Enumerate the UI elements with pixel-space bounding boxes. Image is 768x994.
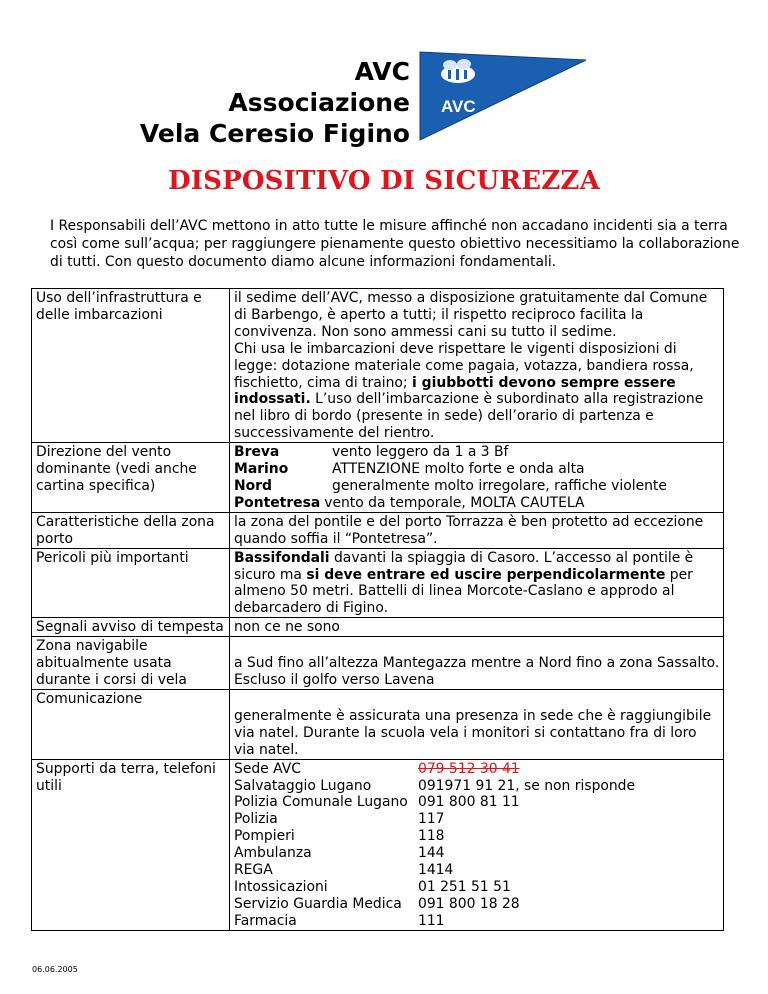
- wind-name: Pontetresa: [234, 494, 321, 511]
- phone-entry: [234, 896, 720, 913]
- phone-number: 118: [418, 828, 445, 845]
- row-content-zona: [230, 637, 724, 690]
- phone-entry: [234, 794, 720, 811]
- bee-emblem: [441, 59, 475, 83]
- phone-name: Salvataggio Lugano: [234, 777, 372, 794]
- row-content-supporti: [230, 759, 724, 930]
- row-content-vento: [230, 443, 724, 513]
- phone-number: 091971 91 21, se non risponde: [418, 777, 636, 794]
- row-label-segnali: Segnali avviso di tempesta: [32, 618, 230, 637]
- phone-entry: [234, 761, 720, 778]
- row-content-comunicazione: [230, 689, 724, 759]
- table-row: [32, 759, 724, 930]
- row-label-pericoli: Pericoli più importanti: [32, 548, 230, 618]
- phone-entry: [234, 811, 720, 828]
- phone-entry: [234, 828, 720, 845]
- wind-entry: [234, 461, 720, 478]
- phone-number: 144: [418, 845, 445, 862]
- pericoli-text-3: si deve entrare ed uscire perpendicolarmente: [306, 566, 666, 583]
- phone-name: Farmacia: [234, 912, 297, 929]
- table-row: [32, 618, 724, 637]
- uso-text-2b: i giubbotti devono sempre essere indossati.: [234, 374, 676, 408]
- row-label-supporti: Supporti da terra, telefoni utili: [32, 759, 230, 930]
- phone-name: Polizia Comunale Lugano: [234, 794, 408, 811]
- uso-text-2a: Chi usa le imbarcazioni deve rispettare le vigenti disposizioni di legge: dotazione materiale come pagaia, votazza, bandiera rossa, fischietto, cima di traino;: [234, 340, 694, 391]
- wind-desc: generalmente molto irregolare, raffiche violente: [332, 477, 667, 494]
- table-row: [32, 689, 724, 759]
- row-content-segnali: non ce ne sono: [230, 618, 724, 637]
- wind-entry: [234, 444, 720, 461]
- phone-number: 117: [418, 811, 445, 828]
- phone-name: REGA: [234, 862, 273, 879]
- safety-info-table: [31, 288, 724, 931]
- org-line-1: AVC: [354, 57, 410, 86]
- row-label-comunicazione: Comunicazione: [32, 689, 230, 759]
- wind-name: Marino: [234, 461, 289, 478]
- phone-entry: [234, 845, 720, 862]
- table-row: [32, 289, 724, 443]
- phone-number: 091 800 18 28: [418, 895, 520, 912]
- comunicazione-text: generalmente è assicurata una presenza in sede che è raggiungibile via natel. Durante la scuola vela i monitori si contattano fra di loro via natel.: [234, 707, 712, 758]
- table-row: [32, 548, 724, 618]
- row-label-zona: Zona navigabile abitualmente usata durante i corsi di vela: [32, 637, 230, 690]
- phone-number: 01 251 51 51: [418, 879, 511, 895]
- document-date: 06.06.2005: [32, 965, 78, 974]
- phone-name: Intossicazioni: [234, 879, 328, 895]
- organization-name: [140, 56, 410, 149]
- table-row: [32, 443, 724, 513]
- phone-name: Pompieri: [234, 828, 295, 845]
- table-row: [32, 637, 724, 690]
- row-label-vento: Direzione del vento dominante (vedi anche cartina specifica): [32, 443, 230, 513]
- pericoli-text-2: davanti la spiaggia di Casoro. L’accesso al pontile è sicuro ma: [234, 549, 694, 583]
- logo-text: AVC: [441, 97, 476, 116]
- wind-entry: [234, 478, 720, 495]
- phone-number: 079 512 30 41: [418, 760, 520, 777]
- uso-text-2c: L’uso dell’imbarcazione è subordinato alla registrazione nel libro di bordo (presente in sede) dell’orario di partenza e successivamente del rientro.: [234, 391, 704, 442]
- phone-entry: [234, 862, 720, 879]
- row-content-porto: la zona del pontile e del porto Torrazza è ben protetto ad eccezione quando soffia il “Pontetresa”.: [230, 512, 724, 548]
- phone-number: 091 800 81 11: [418, 794, 520, 811]
- wind-name: Nord: [234, 477, 272, 494]
- wind-name: Breva: [234, 444, 280, 461]
- phone-entry: [234, 879, 720, 896]
- phone-name: Sede AVC: [234, 760, 301, 777]
- page-title: DISPOSITIVO DI SICUREZZA: [168, 166, 600, 196]
- wind-desc: vento leggero da 1 a 3 Bf: [332, 444, 509, 461]
- zona-text: a Sud fino all’altezza Mantegazza mentre a Nord fino a zona Sassalto. Escluso il golfo verso Lavena: [234, 655, 720, 689]
- org-line-2: Associazione: [228, 88, 410, 117]
- phone-number: 1414: [418, 862, 454, 879]
- wind-desc: ATTENZIONE molto forte e onda alta: [332, 461, 585, 478]
- phone-name: Servizio Guardia Medica: [234, 895, 402, 912]
- phone-name: Ambulanza: [234, 845, 312, 862]
- phone-number: 111: [418, 912, 445, 929]
- avc-pennant-logo: [418, 50, 588, 142]
- phone-entry: [234, 778, 720, 795]
- table-row: [32, 512, 724, 548]
- row-content-pericoli: [230, 548, 724, 618]
- uso-text-1: il sedime dell’AVC, messo a disposizione gratuitamente dal Comune di Barbengo, è aperto a tutti; il rispetto reciproco facilita la convivenza. Non sono ammessi cani su tutto il sedime.: [234, 290, 708, 340]
- intro-paragraph: I Responsabili dell’AVC mettono in atto tutte le misure affinché non accadano incidenti sia a terra così come sull’acqua; per raggiungere pienamente questo obiettivo necessitiamo la collaborazione di tutti. Con questo documento diamo alcune informazioni fondamentali.: [50, 218, 740, 270]
- pericoli-text-4: per almeno 50 metri. Battelli di linea Morcote-Caslano e approdo al debarcadero di Figino.: [234, 566, 693, 617]
- row-label-uso: Uso dell’infrastruttura e delle imbarcazioni: [32, 289, 230, 443]
- row-label-porto: Caratteristiche della zona porto: [32, 512, 230, 548]
- wind-entry: [234, 495, 720, 512]
- wind-desc: vento da temporale, MOLTA CAUTELA: [324, 494, 585, 511]
- org-line-3: Vela Ceresio Figino: [139, 119, 410, 148]
- phone-name: Polizia: [234, 811, 278, 828]
- pericoli-text-1: Bassifondali: [234, 549, 330, 566]
- uso-text-2: [234, 341, 720, 442]
- phone-entry: [234, 913, 720, 930]
- row-content-uso: [230, 289, 724, 443]
